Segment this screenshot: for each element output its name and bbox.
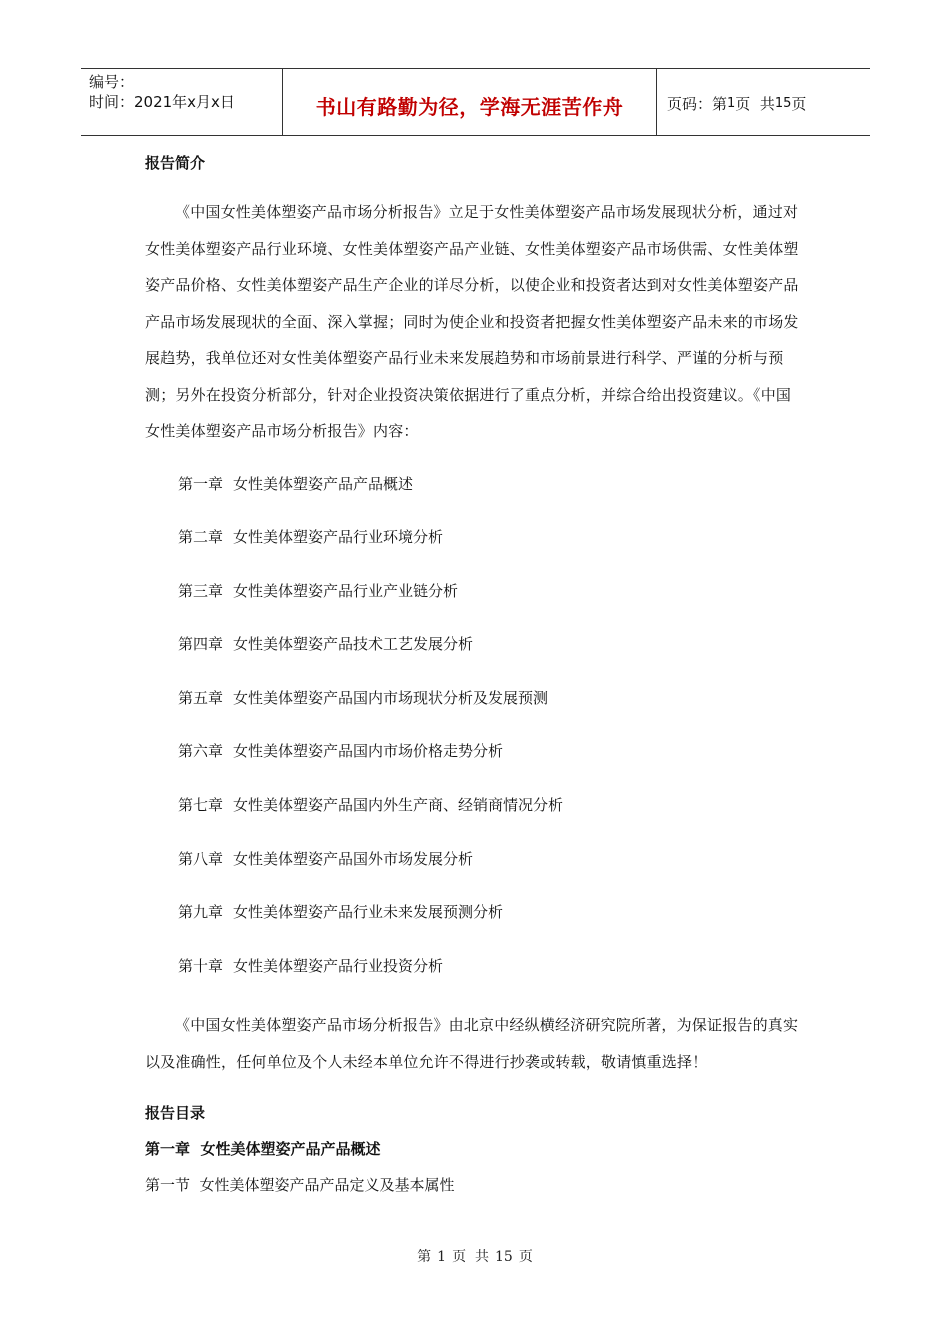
chapter-list	[145, 458, 805, 994]
page-footer	[0, 1246, 950, 1266]
list-item: 第一章 女性美体塑姿产品产品概述	[178, 474, 414, 493]
toc-heading: 报告目录	[145, 1104, 206, 1123]
list-item: 第二章 女性美体塑姿产品行业环境分析	[178, 528, 444, 547]
header-meta	[81, 69, 283, 135]
list-item: 第十章 女性美体塑姿产品行业投资分析	[178, 956, 444, 975]
closing-paragraph: 《中国女性美体塑姿产品市场分析报告》由北京中经纵横经济研究院所著，为保证报告的真实以及准确性，任何单位及个人未经本单位允许不得进行抄袭或转载，敬请慎重选择！	[145, 1016, 799, 1071]
page-prefix: 页码：第	[667, 94, 728, 113]
page-header	[81, 68, 870, 136]
footer-suffix: 页	[518, 1249, 533, 1265]
section-1-heading: 第一节 女性美体塑姿产品产品定义及基本属性	[145, 1176, 455, 1195]
chapter-1-heading: 第一章 女性美体塑姿产品产品概述	[145, 1140, 381, 1159]
header-motto: 书山有路勤为径，学海无涯苦作舟	[315, 94, 624, 119]
footer-prefix: 第	[417, 1249, 432, 1265]
intro-paragraph: 《中国女性美体塑姿产品市场分析报告》立足于女性美体塑姿产品市场发展现状分析，通过对女性美体塑姿产品行业环境、女性美体塑姿产品产业链、女性美体塑姿产品市场供需、女性美体塑姿产品价格、女性美体塑姿产品生产企业的详尽分析，以使企业和投资者达到对女性美体塑姿产品产品市场发展现状的全面、深入掌握；同时为使企业和投资者把握女性美体塑姿产品未来的市场发展趋势，我单位还对女性美体塑姿产品行业未来发展趋势和市场前景进行科学、严谨的分析与预测；另外在投资分析部分，针对企业投资决策依据进行了重点分析，并综合给出投资建议。《中国女性美体塑姿产品市场分析报告》内容：	[145, 203, 799, 440]
header-page-info	[657, 69, 870, 135]
page-mid: 页 共	[735, 94, 775, 113]
document-number-label: 编号：	[89, 73, 135, 91]
document-body	[145, 152, 805, 1196]
page-number: 1	[727, 95, 736, 111]
footer-page-total: 15	[495, 1249, 513, 1265]
list-item: 第六章 女性美体塑姿产品国内市场价格走势分析	[178, 742, 504, 761]
page-total: 15	[774, 95, 792, 111]
footer-page-number: 1	[437, 1249, 447, 1265]
list-item: 第三章 女性美体塑姿产品行业产业链分析	[178, 581, 459, 600]
intro-heading: 报告简介	[145, 154, 206, 172]
footer-mid: 页 共	[452, 1249, 489, 1265]
list-item: 第九章 女性美体塑姿产品行业未来发展预测分析	[178, 903, 504, 922]
list-item: 第八章 女性美体塑姿产品国外市场发展分析	[178, 849, 474, 868]
list-item: 第七章 女性美体塑姿产品国内外生产商、经销商情况分析	[178, 796, 564, 815]
header-motto-cell	[283, 69, 657, 135]
list-item: 第四章 女性美体塑姿产品技术工艺发展分析	[178, 635, 474, 654]
page-suffix: 页	[791, 94, 807, 113]
list-item: 第五章 女性美体塑姿产品国内市场现状分析及发展预测	[178, 688, 549, 707]
document-time: 时间：2021年x月x日	[89, 93, 235, 111]
